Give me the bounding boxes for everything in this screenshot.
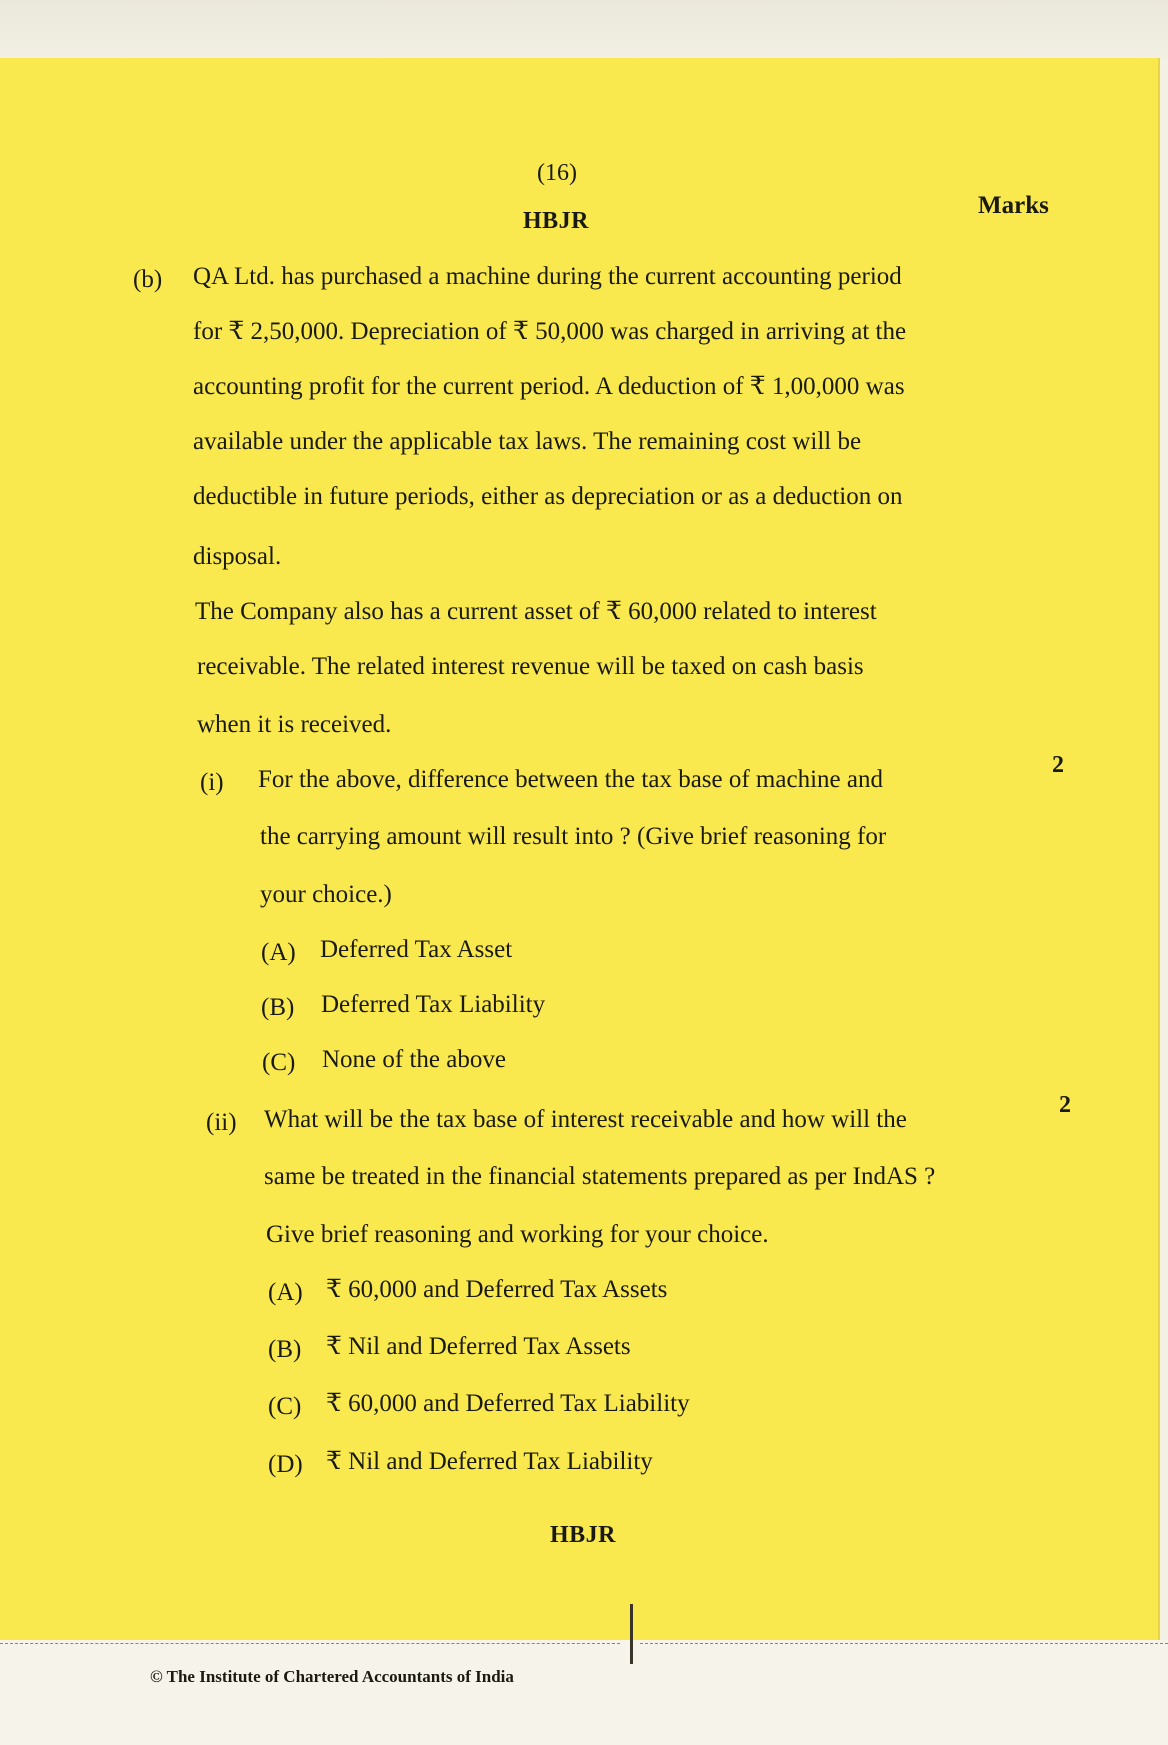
marks-heading: Marks bbox=[978, 192, 1049, 219]
sub-question-label: (i) bbox=[200, 769, 224, 796]
option-label: (B) bbox=[261, 994, 295, 1021]
sub-question-line: same be treated in the financial statements prepared as per IndAS ? bbox=[264, 1163, 936, 1190]
option-label: (C) bbox=[268, 1393, 302, 1420]
sub-question-line: your choice.) bbox=[260, 881, 392, 908]
sub-question-label: (ii) bbox=[206, 1109, 237, 1136]
tear-line-left bbox=[0, 1643, 620, 1644]
question-label: (b) bbox=[133, 266, 163, 293]
option-text: None of the above bbox=[322, 1046, 506, 1073]
option-label: (A) bbox=[268, 1279, 303, 1306]
paper-code-bottom: HBJR bbox=[550, 1522, 617, 1548]
question-line: available under the applicable tax laws. The remaining cost will be bbox=[193, 428, 862, 455]
sub-question-line: What will be the tax base of interest receivable and how will the bbox=[264, 1106, 907, 1133]
question-line: when it is received. bbox=[197, 711, 392, 738]
option-text: ₹ 60,000 and Deferred Tax Assets bbox=[326, 1276, 668, 1303]
question-line: deductible in future periods, either as depreciation or as a deduction on bbox=[193, 483, 903, 510]
option-label: (C) bbox=[262, 1049, 296, 1076]
sub-question-line: For the above, difference between the tax base of machine and bbox=[258, 766, 883, 793]
option-text: ₹ Nil and Deferred Tax Assets bbox=[326, 1333, 631, 1360]
question-line: QA Ltd. has purchased a machine during the current accounting period bbox=[193, 263, 902, 290]
copyright-notice: © The Institute of Chartered Accountants of India bbox=[150, 1667, 514, 1686]
sub-question-line: the carrying amount will result into ? (Give brief reasoning for bbox=[260, 823, 887, 850]
question-line: for ₹ 2,50,000. Depreciation of ₹ 50,000 was charged in arriving at the bbox=[193, 318, 907, 345]
sub-question-line: Give brief reasoning and working for your choice. bbox=[266, 1221, 769, 1248]
marks-value: 2 bbox=[1059, 1092, 1071, 1118]
option-text: ₹ Nil and Deferred Tax Liability bbox=[326, 1448, 653, 1475]
scan-bottom-strip bbox=[0, 1640, 1168, 1745]
option-text: ₹ 60,000 and Deferred Tax Liability bbox=[326, 1390, 690, 1417]
option-label: (B) bbox=[268, 1336, 302, 1363]
question-line: The Company also has a current asset of ₹ 60,000 related to interest bbox=[195, 598, 877, 625]
scan-top-strip bbox=[0, 0, 1168, 60]
tear-line-right bbox=[640, 1643, 1168, 1644]
marks-value: 2 bbox=[1052, 752, 1064, 778]
option-text: Deferred Tax Asset bbox=[320, 936, 513, 963]
option-text: Deferred Tax Liability bbox=[321, 991, 546, 1018]
paper-code-top: HBJR bbox=[523, 208, 590, 234]
question-line: receivable. The related interest revenue will be taxed on cash basis bbox=[197, 653, 864, 680]
page-number: (16) bbox=[537, 160, 577, 186]
question-line: disposal. bbox=[193, 543, 282, 570]
binding-mark bbox=[630, 1604, 633, 1664]
option-label: (A) bbox=[261, 939, 296, 966]
question-line: accounting profit for the current period. A deduction of ₹ 1,00,000 was bbox=[193, 373, 905, 400]
option-label: (D) bbox=[268, 1451, 303, 1478]
